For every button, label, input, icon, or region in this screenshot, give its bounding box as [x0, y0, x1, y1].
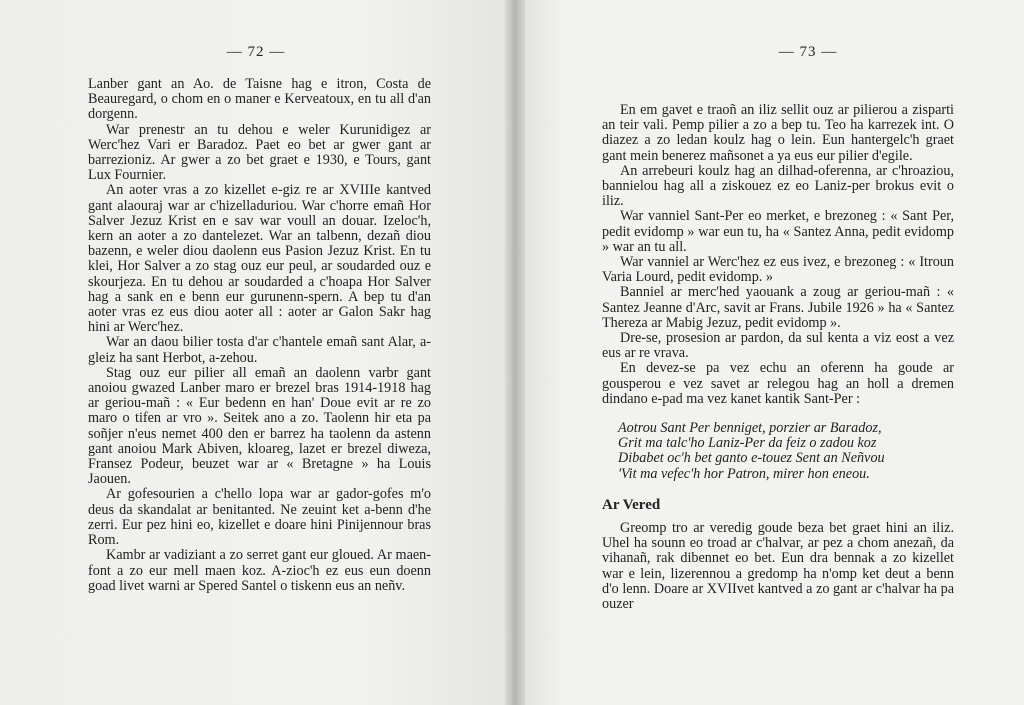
- paragraph: En em gavet e traoñ an iliz sellit ouz ar pilierou a zisparti an teir vali. Pemp pilier a zo a bep tu. Teo ha karrezek int. O diazez a zo ledan koulz hag o lein. Eun hantergelc'h graet gant mein benerez mañsonet a ya eus eur pilier d'egile.: [602, 102, 954, 164]
- paragraph: Dre-se, prosesion ar pardon, da sul kenta a viz eost a vez eus ar re vrava.: [602, 330, 954, 362]
- paragraph: An arrebeuri koulz hag an dilhad-oferenna, ar c'hroaziou, bannielou hag all a ziskouez ez eo Laniz-per brokus evit o iliz.: [602, 162, 954, 210]
- right-page-text: [602, 103, 954, 612]
- right-page: [512, 0, 1024, 705]
- left-page-text: [88, 77, 431, 594]
- paragraph: Kambr ar vadiziant a zo serret gant eur gloued. Ar maen-font a zo eur mell maen koz. A-zioc'h ez eus eun doenn goad livet warni ar Spered Santel o tiskenn eus an neñv.: [88, 547, 431, 594]
- paragraph: Ar gofesourien a c'hello lopa war ar gador-gofes m'o deus da skandalat ar benitanted. Ne zeuint ket a-benn d'he zerri. Eur pez hini eo, kizellet e doare hini Pinijennour bras Rom.: [88, 486, 431, 549]
- page-number: — 73 —: [778, 44, 838, 60]
- paragraph: Stag ouz eur pilier all emañ an daolenn varbr gant anoiou gwazed Lanber maro er brezel bras 1914-1918 hag ar geriou-mañ : « Eur bedenn en han' Doue evit ar re zo maro o tifen ar vro ». Seitek ano a zo. Taolenn hir eta pa soñjer n'eus nemet 400 den er barrez ha taolenn da astenn gant anoiou Mark Abiven, kloareg, lazet er brezel diweza, Fransez Podeur, beuzet war ar « Bretagne » ha Louis Jaouen.: [88, 364, 431, 488]
- verse-line: Aotrou Sant Per benniget, porzier ar Baradoz,: [618, 420, 882, 437]
- page-number: — 72 —: [226, 44, 286, 60]
- paragraph: War vanniel Sant-Per eo merket, e brezoneg : « Sant Per, pedit evidomp » war eun tu, ha « Santez Anna, pedit evidomp » war an tu all.: [602, 208, 954, 255]
- verse-line: Dibabet oc'h bet ganto e-touez Sent an Neñvou: [618, 450, 885, 467]
- paragraph: An aoter vras a zo kizellet e-giz re ar XVIIIe kantved gant alaouraj war ar c'hizelladuriou. War c'horre emañ Hor Salver Jezuz Krist en e sav war voull an douar. Izeloc'h, kern an aoter a zo dantelezet. War an talbenn, dezañ diou bazenn, e weler diou daolenn eus Pasion Jezuz Krist. En tu klei, Hor Salver a zo stag ouz eur peul, ar soudarded ouz e skourjeza. En tu dehou ar soudarded a c'hoapa Hor Salver hag a sank en e benn eur gurunenn-spern. A bep tu d'an aoter vras ez eus diou aoter all : aoter ar Galon Sakr hag hini ar Werc'hez.: [88, 182, 431, 336]
- paragraph: En devez-se pa vez echu an oferenn ha goude ar gousperou e vez savet ar relegou hag an holl a dremen dindano e-pad ma vez kanet kantik Sant-Per :: [602, 360, 954, 407]
- section-heading: Ar Vered: [602, 496, 661, 513]
- hymn-verse: [618, 421, 954, 482]
- paragraph: War vanniel ar Werc'hez ez eus ivez, e brezoneg : « Itroun Varia Lourd, pedit evidomp. »: [602, 254, 954, 286]
- paragraph: War prenestr an tu dehou e weler Kurunidigez ar Werc'hez Vari er Baradoz. Paet eo bet ar gwer gant ar barrezioniz. Ar gwer a zo bet graet e 1930, e Tours, gant Lux Fournier.: [88, 121, 431, 184]
- paragraph: War an daou bilier tosta d'ar c'hantele emañ sant Alar, a-gleiz ha sant Herbot, a-zehou.: [88, 334, 431, 366]
- paragraph: Banniel ar merc'hed yaouank a zoug ar geriou-mañ : « Santez Jeanne d'Arc, savit ar Frans. Jubile 1926 » ha « Santez Thereza ar Mabig Jezuz, pedit evidomp ».: [602, 284, 954, 331]
- book-gutter: [505, 0, 525, 705]
- paragraph: Greomp tro ar veredig goude beza bet graet hini an iliz. Uhel ha sounn eo troad ar c'halvar, ar pez a chom anezañ, da vihanañ, rak dibennet eo bet. Eun dra bennak a zo kizellet war e lein, lizerennou a gredomp ha n'omp ket deut a benn d'o lenn. Doare ar XVIIvet kantved a zo gant ar c'halvar ha pa ouzer: [602, 520, 954, 613]
- paragraph: Lanber gant an Ao. de Taisne hag e itron, Costa de Beauregard, o chom en o maner e Kerveatoux, en tu all d'an dorgenn.: [88, 76, 431, 123]
- verse-line: Grit ma talc'ho Laniz-Per da feiz o zadou koz: [618, 435, 877, 452]
- verse-line: 'Vit ma vefec'h hor Patron, mirer hon eneou.: [618, 465, 870, 482]
